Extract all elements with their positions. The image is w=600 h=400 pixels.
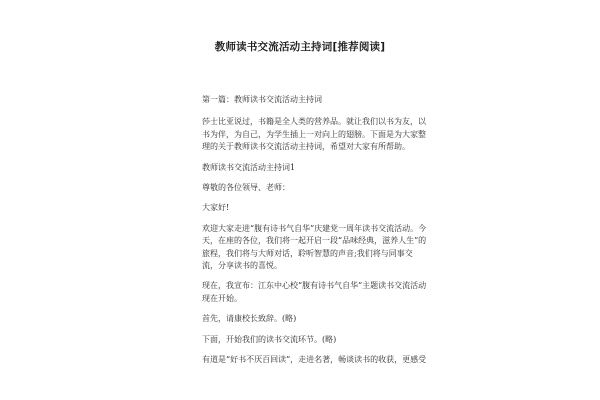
welcome-paragraph: 欢迎大家走进“腹有诗书气自华”庆建党一周年读书交流活动。今天，在座的各位，我们将一起开启一段“品味经典，滋养人生”的旅程，我们将与大师对话，聆听智慧的声音;我们将与同事交流，分享读书的喜悦。 <box>202 223 427 271</box>
intro-paragraph: 莎士比亚说过，书籍是全人类的营养品。就让我们以书为友，以书为伴，为自己，为学生插上一对向上的翅膀。下面是为大家整理的关于教师读书交流活动主持词，希望对大家有所帮助。 <box>202 117 426 152</box>
document-title: 教师读书交流活动主持词[推荐阅读] <box>214 41 386 53</box>
document-body <box>202 94 428 375</box>
speech-note: 首先，请康校长致辞。(略) <box>202 314 297 324</box>
greeting: 大家好! <box>202 203 230 213</box>
exchange-note: 下面，开始我们的读书交流环节。(略) <box>202 334 337 344</box>
closing-paragraph: 有道是“好书不厌百回读”，走进名著，畅谈读书的收获，更感受 <box>202 355 427 365</box>
section-heading: 第一篇：教师读书交流活动主持词 <box>202 95 322 104</box>
speech-heading: 教师读书交流活动主持词1 <box>202 162 296 172</box>
announcement-paragraph: 现在，我宣布：江东中心校“腹有诗书气自华”主题读书交流活动现在开始。 <box>202 281 427 303</box>
salutation: 尊敬的各位领导、老师： <box>202 183 290 193</box>
